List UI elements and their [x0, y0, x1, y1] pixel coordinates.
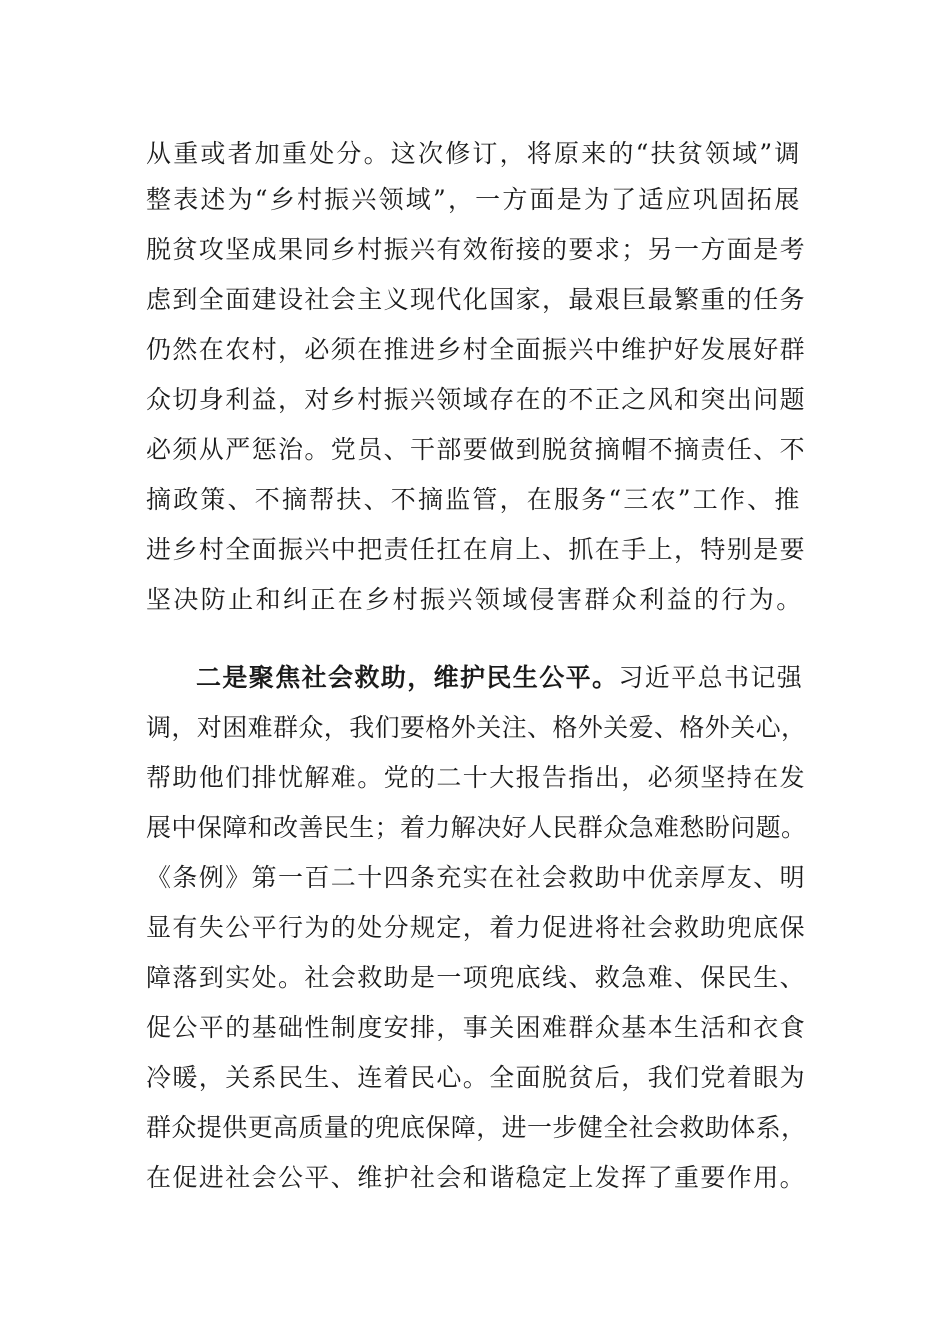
text-line: 帮助他们排忧解难。党的二十大报告指出，必须坚持在发 [146, 763, 807, 792]
text-line: 脱贫攻坚成果同乡村振兴有效衔接的要求；另一方面是考 [146, 235, 807, 264]
text-line: 整表述为“乡村振兴领域”，一方面是为了适应巩固拓展 [146, 185, 802, 214]
text-line: 在促进社会公平、维护社会和谐稳定上发挥了重要作用。 [146, 1163, 807, 1192]
text-line: 坚决防止和纠正在乡村振兴领域侵害群众利益的行为。 [146, 585, 804, 614]
text-line: 冷暖，关系民生、连着民心。全面脱贫后，我们党着眼为 [146, 1063, 807, 1092]
text-line: 群众提供更高质量的兜底保障，进一步健全社会救助体系， [146, 1113, 807, 1142]
text-line-first [196, 658, 806, 698]
text-line: 众切身利益，对乡村振兴领域存在的不正之风和突出问题 [146, 385, 807, 414]
text-line: 从重或者加重处分。这次修订，将原来的“扶贫领域”调 [146, 139, 802, 168]
text-line: 仍然在农村，必须在推进乡村全面振兴中维护好发展好群 [146, 335, 807, 364]
text-line: 展中保障和改善民生；着力解决好人民群众急难愁盼问题。 [146, 813, 807, 842]
paragraph-heading: 二是聚焦社会救助，维护民生公平。 [196, 663, 619, 692]
text-line: 进乡村全面振兴中把责任扛在肩上、抓在手上，特别是要 [146, 535, 807, 564]
text-line: 虑到全面建设社会主义现代化国家，最艰巨最繁重的任务 [146, 285, 807, 314]
text-line: 障落到实处。社会救助是一项兜底线、救急难、保民生、 [146, 963, 807, 992]
heading-followup-text: 习近平总书记强 [618, 663, 804, 692]
text-line: 《条例》第一百二十四条充实在社会救助中优亲厚友、明 [146, 863, 807, 892]
text-line: 促公平的基础性制度安排，事关困难群众基本生活和衣食 [146, 1013, 807, 1042]
text-line: 显有失公平行为的处分规定，着力促进将社会救助兜底保 [146, 913, 807, 942]
text-line: 调，对困难群众，我们要格外关注、格外关爱、格外关心， [146, 713, 807, 742]
text-line: 必须从严惩治。党员、干部要做到脱贫摘帽不摘责任、不 [146, 435, 807, 464]
text-line: 摘政策、不摘帮扶、不摘监管，在服务“三农”工作、推 [146, 485, 802, 514]
